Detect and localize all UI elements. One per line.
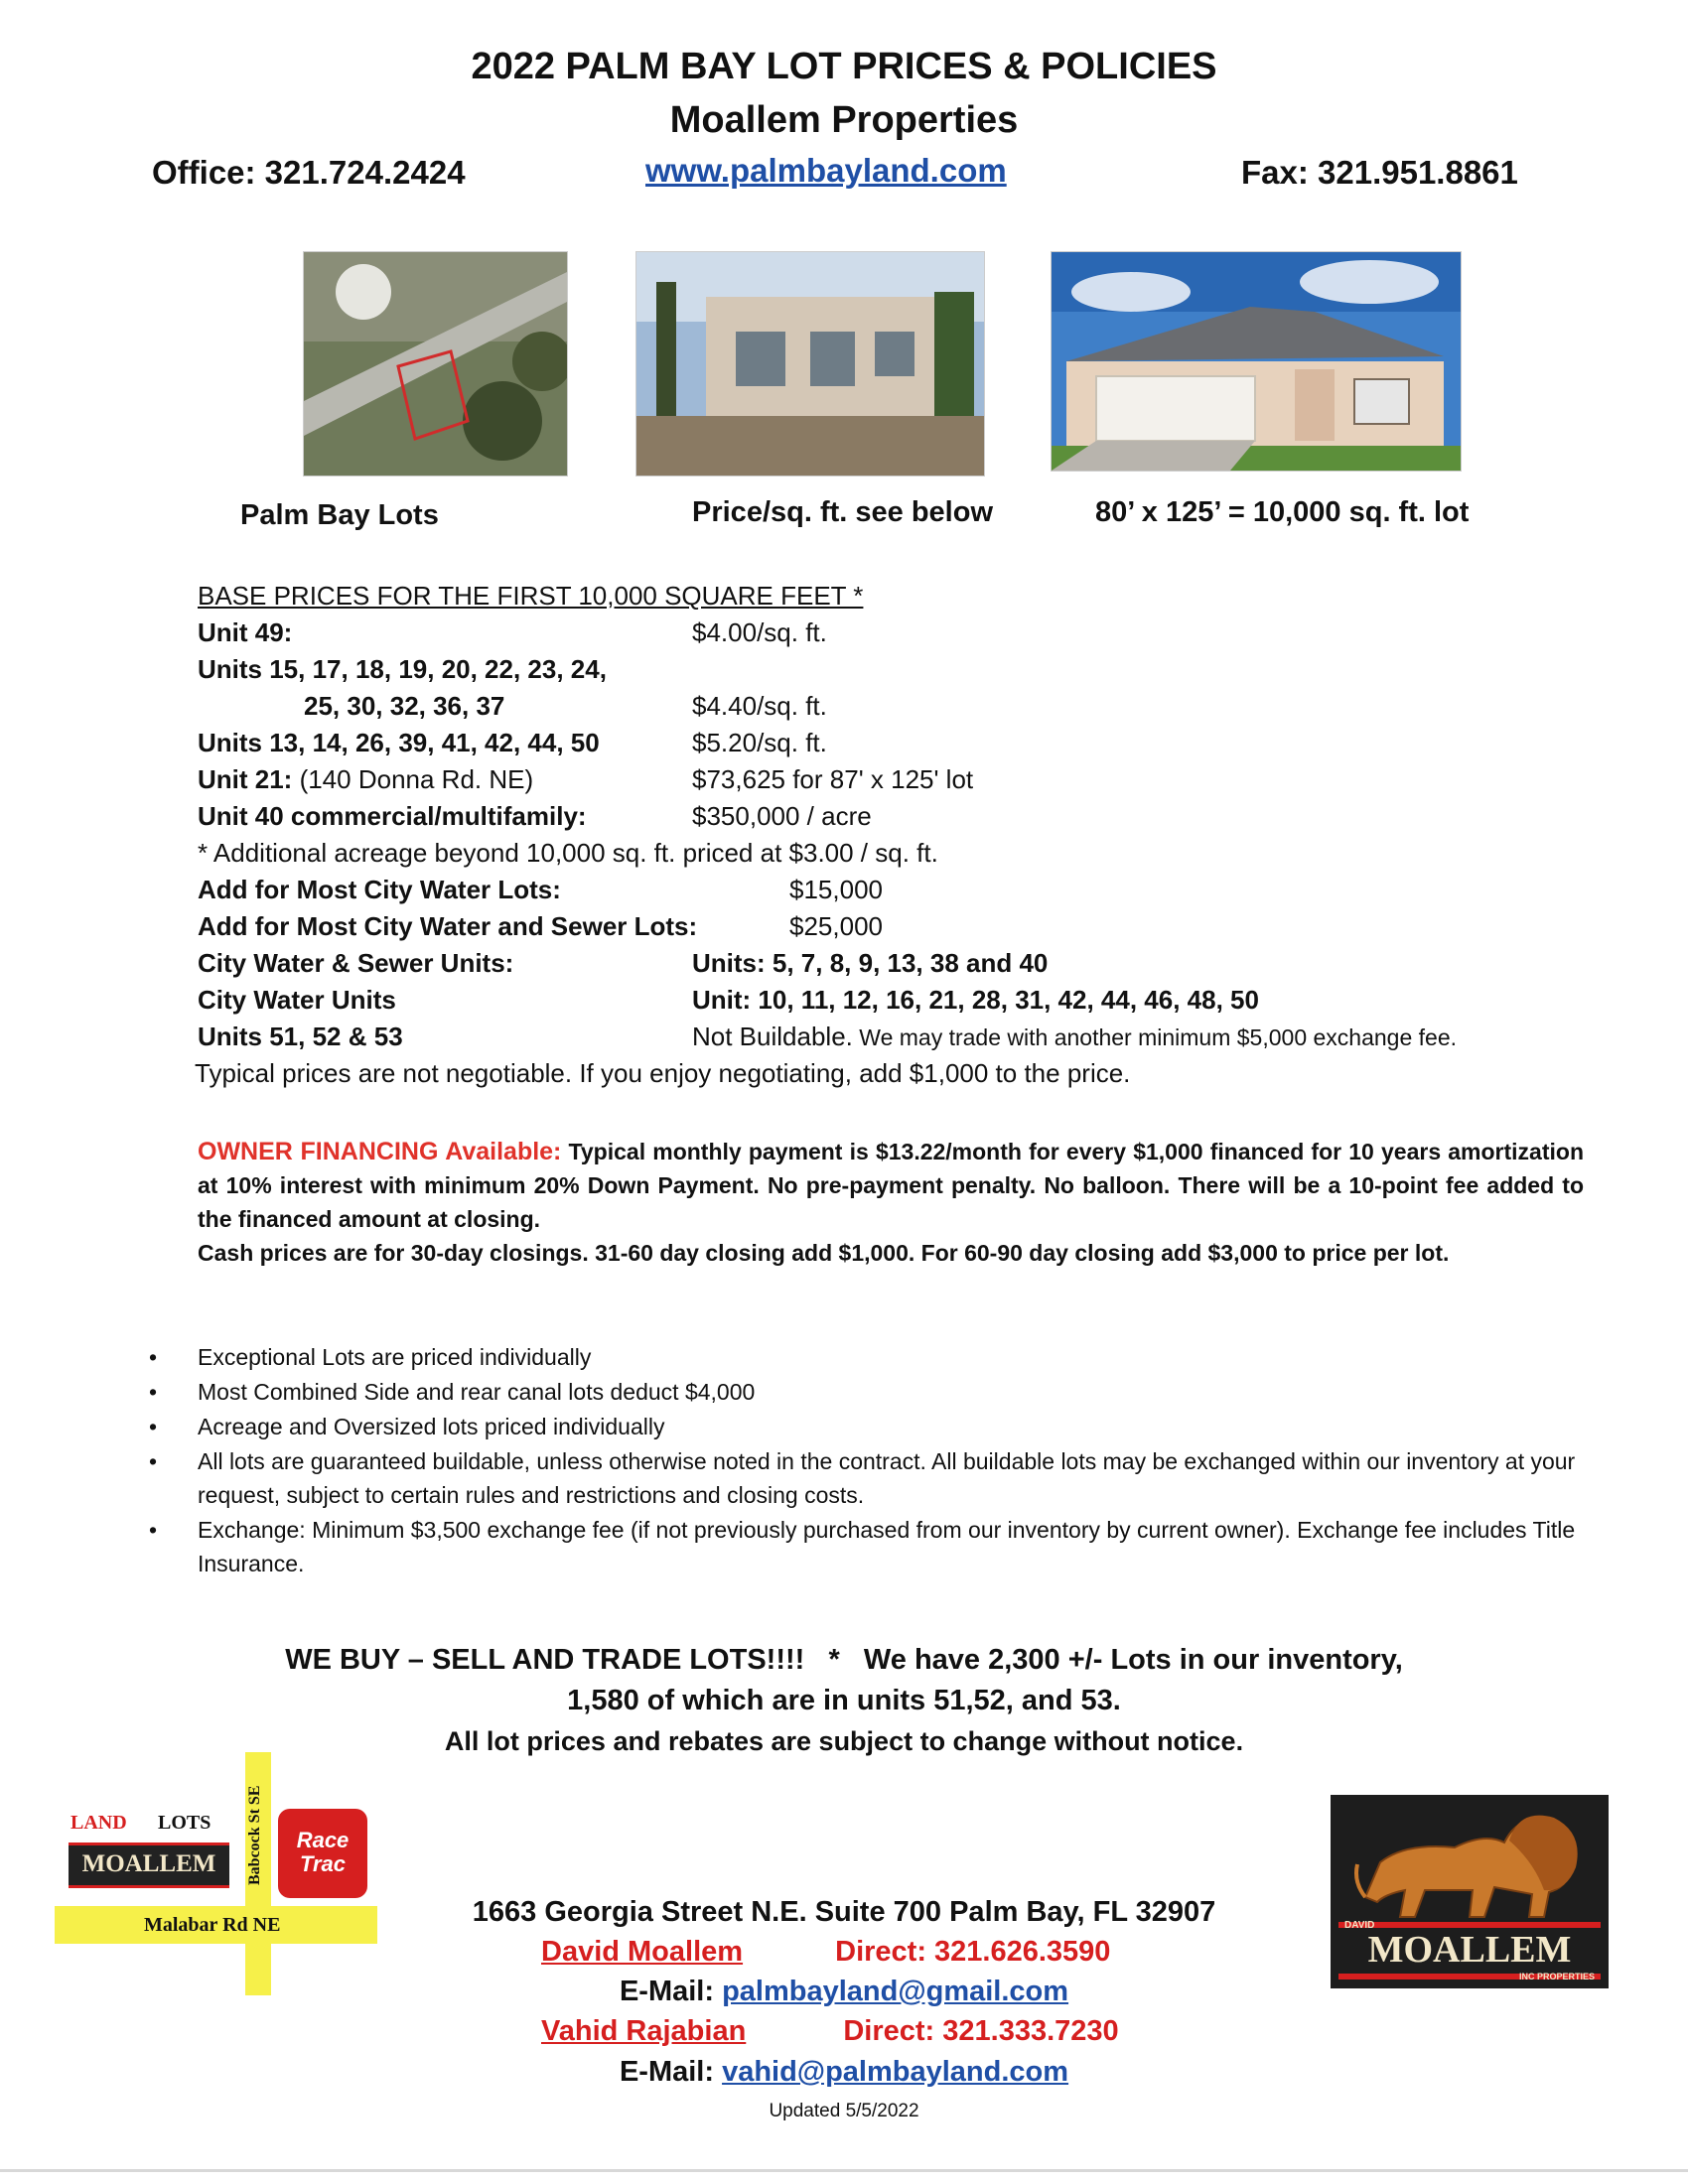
logo-name: MOALLEM: [1367, 1929, 1572, 1971]
promo-line-2: 1,580 of which are in units 51,52, and 53.: [567, 1685, 1121, 1716]
contact-david: [541, 1936, 1110, 1969]
fax-number: Fax: 321.951.8861: [1241, 154, 1518, 191]
price-row-units-13-50: Units 13, 14, 26, 39, 41, 42, 44, 50 $5.20/sq. ft.: [198, 728, 827, 757]
city-water-sewer-units-row: City Water & Sewer Units: Units: 5, 7, 8, 9, 13, 38 and 40: [198, 948, 1049, 978]
list-item: • Most Combined Side and rear canal lots deduct $4,000: [149, 1379, 756, 1405]
price-section: [195, 578, 1608, 1092]
price-row-unit-40: Unit 40 commercial/multifamily: $350,000 / acre: [198, 801, 872, 831]
list-item: • Exceptional Lots are priced individually: [149, 1344, 592, 1370]
price-row-unit-21: Unit 21: (140 Donna Rd. NE) $73,625 for 87' x 125' lot: [198, 764, 974, 794]
street-label-babcock: Babcock St SE: [246, 1785, 263, 1886]
list-item: • Exchange: Minimum $3,500 exchange fee (if not previously purchased from our inventory by current owner). Exchange fee includes Title Insurance.: [149, 1517, 1576, 1576]
cash-closing-note: Cash prices are for 30-day closings. 31-60 day closing add $1,000. For 60-90 day closing add $3,000 to price per lot.: [198, 1240, 1450, 1266]
street-label-malabar: Malabar Rd NE: [144, 1914, 281, 1936]
contact-name-vahid[interactable]: Vahid Rajabian: [541, 2015, 747, 2047]
email-link-vahid[interactable]: vahid@palmbayland.com: [722, 2056, 1069, 2088]
price-row-units-25-37: 25, 30, 32, 36, 37 $4.40/sq. ft.: [304, 691, 827, 721]
email-row-vahid: E-Mail: vahid@palmbayland.com: [619, 2056, 1069, 2088]
finished-house-photo: [1051, 251, 1462, 472]
caption-palm-bay-lots: Palm Bay Lots: [240, 499, 439, 531]
promo-line-1: WE BUY – SELL AND TRADE LOTS!!!! * We have 2,300 +/- Lots in our inventory,: [285, 1644, 1403, 1676]
lion-icon: [1345, 1803, 1594, 1922]
racetrac-logo: Race Trac: [278, 1809, 367, 1898]
price-row-units-15-24: Units 15, 17, 18, 19, 20, 22, 23, 24,: [198, 654, 607, 684]
land-label: LAND: [70, 1812, 127, 1834]
owner-financing-section: [198, 1135, 1584, 1270]
address: 1663 Georgia Street N.E. Suite 700 Palm Bay, FL 32907: [472, 1896, 1216, 1928]
logo-small-text: DAVID: [1344, 1920, 1375, 1931]
owner-financing-text: Typical monthly payment is $13.22/month for every $1,000 financed for 10 years amortization at 10% interest with minimum 20% Down Payment. No pre-payment penalty. No balloon. There will be a 10-point fee added to the financed amount at closing.: [198, 1139, 1585, 1232]
page-bottom-edge: [0, 2169, 1688, 2172]
list-item: • All lots are guaranteed buildable, unless otherwise noted in the contract. All buildable lots may be exchanged within our inventory at your request, subject to certain rules and restrictions and closing costs.: [149, 1448, 1576, 1508]
location-map: [55, 1752, 382, 1995]
office-phone: Office: 321.724.2424: [152, 154, 466, 191]
city-water-lots-row: Add for Most City Water Lots: $15,000: [198, 875, 883, 904]
price-row-unit-49: Unit 49: $4.00/sq. ft.: [198, 617, 827, 647]
additional-acreage-note: * Additional acreage beyond 10,000 sq. ft. priced at $3.00 / sq. ft.: [198, 838, 938, 868]
document-title: 2022 PALM BAY LOT PRICES & POLICIES: [471, 46, 1217, 87]
email-row-david: E-Mail: palmbayland@gmail.com: [619, 1976, 1069, 2007]
prices-heading: BASE PRICES FOR THE FIRST 10,000 SQUARE FEET *: [198, 581, 864, 611]
moallem-lion-logo: [1331, 1795, 1609, 1988]
direct-phone-david: Direct: 321.626.3590: [835, 1936, 1111, 1968]
website-link[interactable]: www.palmbayland.com: [645, 152, 1007, 189]
lots-label: LOTS: [158, 1812, 211, 1834]
email-link-david[interactable]: palmbayland@gmail.com: [722, 1976, 1069, 2007]
policy-list: [149, 1340, 1589, 1581]
company-name: Moallem Properties: [669, 99, 1019, 141]
aerial-lot-photo: [303, 251, 568, 477]
unbuildable-units-row: Units 51, 52 & 53 Not Buildable. We may trade with another minimum $5,000 exchange fee.: [198, 1022, 1458, 1051]
contact-name-david[interactable]: David Moallem: [541, 1936, 744, 1968]
negotiable-note: Typical prices are not negotiable. If you enjoy negotiating, add $1,000 to the price.: [195, 1058, 1131, 1088]
owner-financing-label: OWNER FINANCING Available:: [198, 1138, 562, 1165]
direct-phone-vahid: Direct: 321.333.7230: [843, 2015, 1119, 2047]
city-water-sewer-lots-row: Add for Most City Water and Sewer Lots: $25,000: [198, 911, 883, 941]
caption-lot-size: 80’ x 125’ = 10,000 sq. ft. lot: [1095, 496, 1470, 528]
caption-price: Price/sq. ft. see below: [692, 496, 993, 528]
logo-sub-text: INC PROPERTIES: [1519, 1972, 1596, 1981]
moallem-sign: MOALLEM: [69, 1843, 229, 1888]
updated-date: Updated 5/5/2022: [769, 2101, 919, 2121]
list-item: • Acreage and Oversized lots priced individually: [149, 1414, 665, 1439]
promo-line-3: All lot prices and rebates are subject to change without notice.: [444, 1726, 1244, 1756]
city-water-units-row: City Water Units Unit: 10, 11, 12, 16, 21, 28, 31, 42, 44, 46, 48, 50: [198, 985, 1259, 1015]
contact-vahid: [541, 2015, 1119, 2048]
construction-photo: [635, 251, 985, 477]
